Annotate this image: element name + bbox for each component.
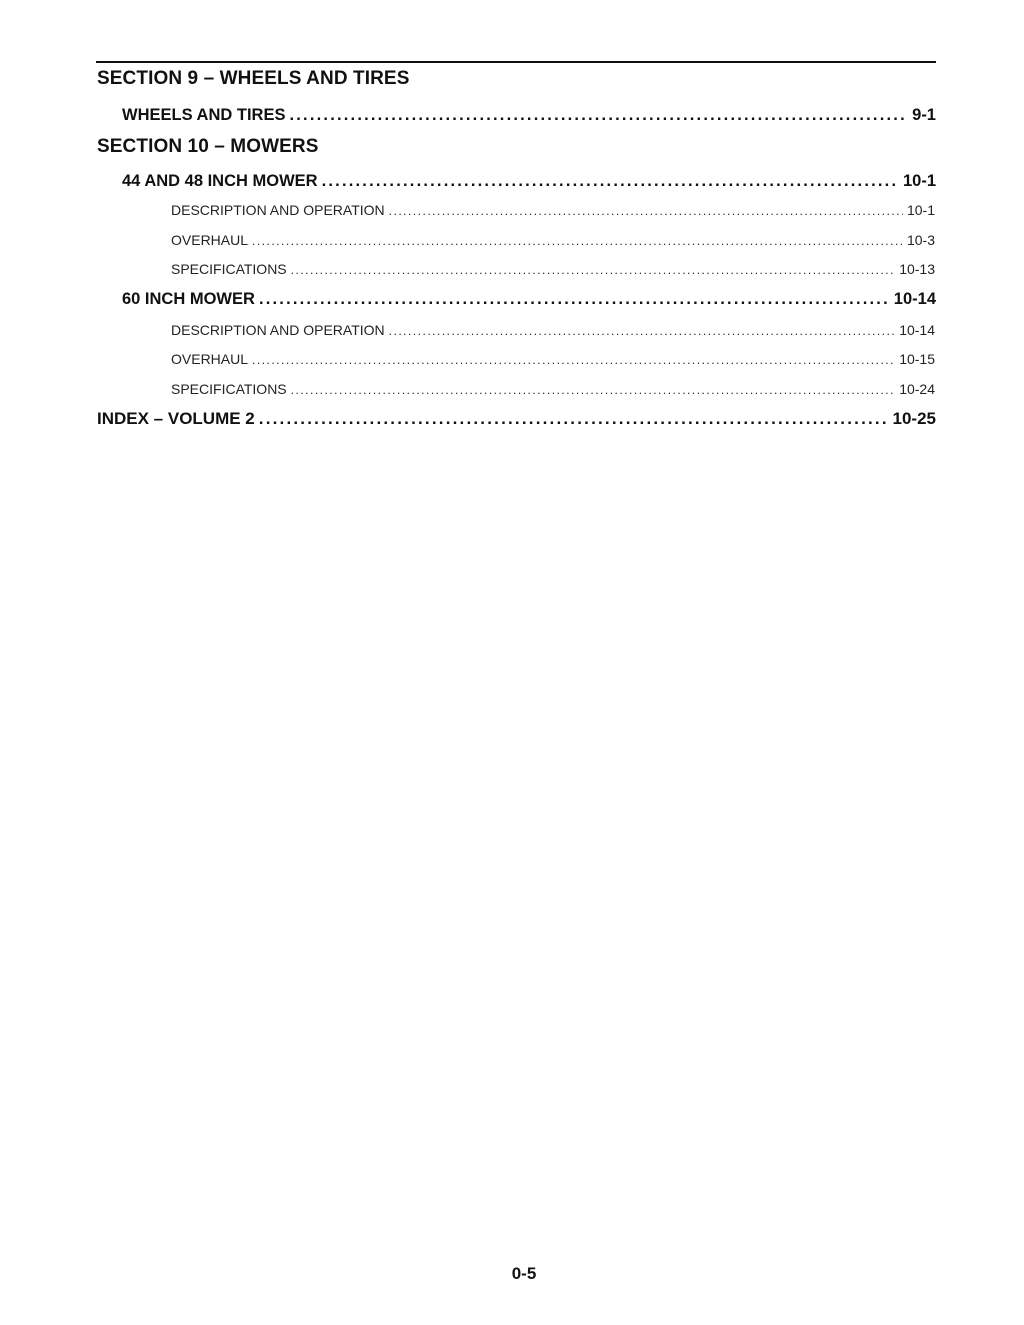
dot-leader bbox=[259, 290, 890, 309]
toc-subentry-page: 10-24 bbox=[899, 381, 935, 397]
toc-subentry-44-specifications[interactable] bbox=[171, 261, 935, 277]
toc-subentry-title: OVERHAUL bbox=[171, 351, 249, 367]
toc-entry-title: WHEELS AND TIRES bbox=[122, 106, 286, 124]
dot-leader bbox=[389, 204, 903, 218]
toc-entry-index-volume-2[interactable] bbox=[97, 409, 936, 429]
toc-subentry-title: SPECIFICATIONS bbox=[171, 381, 287, 397]
toc-subentry-60-specifications[interactable] bbox=[171, 381, 935, 397]
toc-entry-60-inch-mower[interactable] bbox=[122, 290, 936, 309]
toc-entry-page: 10-14 bbox=[893, 290, 936, 308]
dot-leader bbox=[322, 172, 899, 191]
section-10-heading: SECTION 10 – MOWERS bbox=[97, 136, 319, 157]
toc-subentry-page: 10-3 bbox=[906, 232, 935, 248]
toc-entry-page: 10-25 bbox=[892, 409, 936, 428]
toc-entry-title: 60 INCH MOWER bbox=[122, 290, 255, 308]
dot-leader bbox=[252, 353, 895, 367]
toc-subentry-title: DESCRIPTION AND OPERATION bbox=[171, 202, 385, 218]
toc-subentry-60-overhaul[interactable] bbox=[171, 351, 935, 367]
toc-entry-page: 9-1 bbox=[912, 106, 936, 124]
top-rule bbox=[96, 61, 936, 63]
toc-subentry-44-overhaul[interactable] bbox=[171, 232, 935, 248]
toc-subentry-page: 10-13 bbox=[899, 261, 935, 277]
toc-entry-wheels-and-tires[interactable] bbox=[122, 106, 936, 125]
dot-leader bbox=[289, 106, 908, 125]
toc-subentry-44-description[interactable] bbox=[171, 202, 935, 218]
toc-subentry-page: 10-15 bbox=[899, 351, 935, 367]
dot-leader bbox=[252, 234, 903, 248]
dot-leader bbox=[291, 263, 896, 277]
toc-subentry-title: DESCRIPTION AND OPERATION bbox=[171, 322, 385, 338]
toc-subentry-page: 10-1 bbox=[906, 202, 935, 218]
dot-leader bbox=[259, 409, 889, 429]
toc-entry-44-48-inch-mower[interactable] bbox=[122, 172, 936, 191]
dot-leader bbox=[291, 383, 896, 397]
page-number: 0-5 bbox=[511, 1264, 537, 1283]
toc-entry-title: 44 AND 48 INCH MOWER bbox=[122, 172, 318, 190]
toc-subentry-title: SPECIFICATIONS bbox=[171, 261, 287, 277]
toc-entry-page: 10-1 bbox=[902, 172, 936, 190]
toc-entry-title: INDEX – VOLUME 2 bbox=[97, 409, 255, 428]
toc-subentry-60-description[interactable] bbox=[171, 322, 935, 338]
section-9-heading: SECTION 9 – WHEELS AND TIRES bbox=[97, 68, 410, 89]
toc-subentry-title: OVERHAUL bbox=[171, 232, 249, 248]
dot-leader bbox=[389, 324, 896, 338]
toc-subentry-page: 10-14 bbox=[899, 322, 935, 338]
